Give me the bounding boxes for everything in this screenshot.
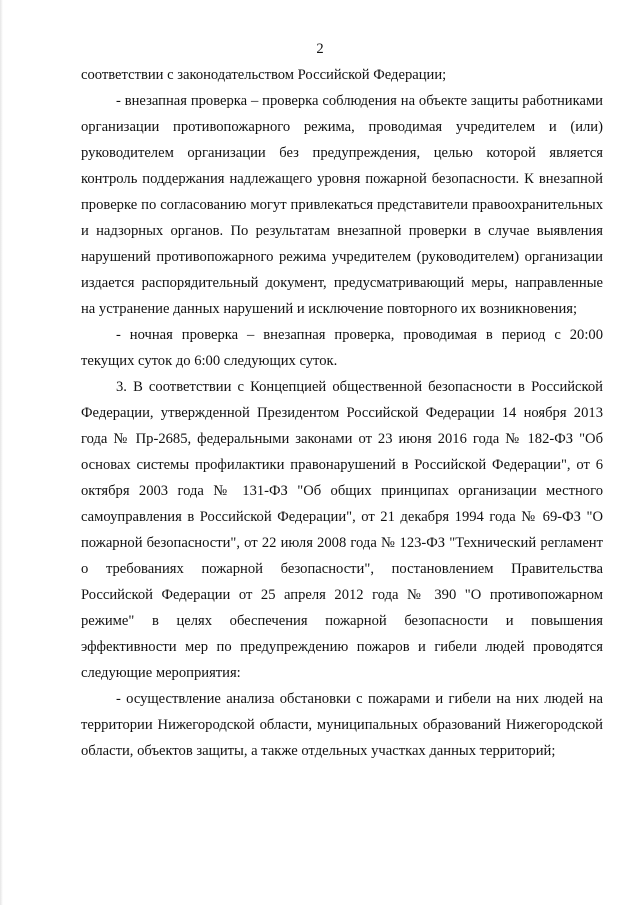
- document-body: [81, 62, 603, 764]
- scan-edge-shadow: [0, 0, 3, 905]
- text-line: в случае выявления нарушений противопожарного режима учредителем: [81, 223, 604, 265]
- text-line: внезапной проверке по согласованию могут привлекаться представители: [81, 171, 603, 213]
- text-line: противопожарном режиме" в целях обеспечения пожарной безопасности и: [81, 587, 603, 629]
- text-line: (руководителем) организации издается распорядительный документ,: [81, 249, 603, 291]
- text-line: Нижегородской области, объектов защиты, а также отдельных участках данных: [81, 717, 603, 759]
- paragraph: [81, 62, 603, 88]
- text-line: является контроль поддержания надлежащего уровня пожарной безопасности. К: [81, 145, 603, 187]
- text-line: Федерации, утвержденной Президентом Российской Федерации 14 ноября 2013: [81, 405, 603, 421]
- text-line: Правительства Российской Федерации от 25 апреля 2012 года № 390 "О: [81, 561, 604, 603]
- text-line: повышения эффективности мер по предупреждению пожаров и гибели людей: [81, 613, 603, 655]
- text-line: исключение повторного их возникновения;: [308, 301, 578, 317]
- text-line: территории Нижегородской области, муниципальных образований: [81, 717, 501, 733]
- text-line: правоохранительных и надзорных органов. По результатам внезапной проверки: [81, 197, 603, 239]
- text-line: территорий;: [479, 743, 556, 759]
- paragraph: [81, 322, 603, 374]
- text-line: проводятся следующие мероприятия:: [81, 639, 603, 681]
- text-line: пожарной безопасности", от 22 июля 2008 года № 123-ФЗ "Технический: [81, 535, 537, 551]
- paragraph: [81, 686, 603, 764]
- text-line: соответствии с законодательством Российской Федерации;: [81, 67, 447, 83]
- text-line: предусматривающий меры, направленные на устранение данных нарушений и: [81, 275, 603, 317]
- text-line: самоуправления в Российской Федерации", от 21 декабря 1994 года № 69-ФЗ "О: [81, 509, 603, 525]
- page-number: 2: [316, 41, 324, 57]
- text-line: работниками организации противопожарного режима, проводимая учредителем: [81, 93, 603, 135]
- text-line: основах системы профилактики правонарушений в Российской Федерации", от 6: [81, 457, 603, 473]
- text-line: регламент о требованиях пожарной безопасности", постановлением: [81, 535, 603, 577]
- text-line: октября 2003 года № 131-ФЗ "Об общих принципах организации местного: [81, 483, 603, 499]
- paragraph: [81, 374, 603, 686]
- paragraph: [81, 88, 603, 322]
- text-line: - ночная проверка – внезапная проверка, проводимая в период с 20:00: [116, 327, 603, 343]
- text-line: текущих суток до 6:00 следующих суток.: [81, 353, 338, 369]
- text-line: года № Пр-2685, федеральными законами от 23 июня 2016 года № 182-ФЗ "Об: [81, 431, 603, 447]
- text-line: - внезапная проверка – проверка соблюдения на объекте защиты: [116, 93, 519, 109]
- text-line: и (или) руководителем организации без предупреждения, целью которой: [81, 119, 603, 161]
- text-line: 3. В соответствии с Концепцией общественной безопасности в Российской: [116, 379, 603, 395]
- text-line: - осуществление анализа обстановки с пожарами и гибели на них людей на: [116, 691, 603, 707]
